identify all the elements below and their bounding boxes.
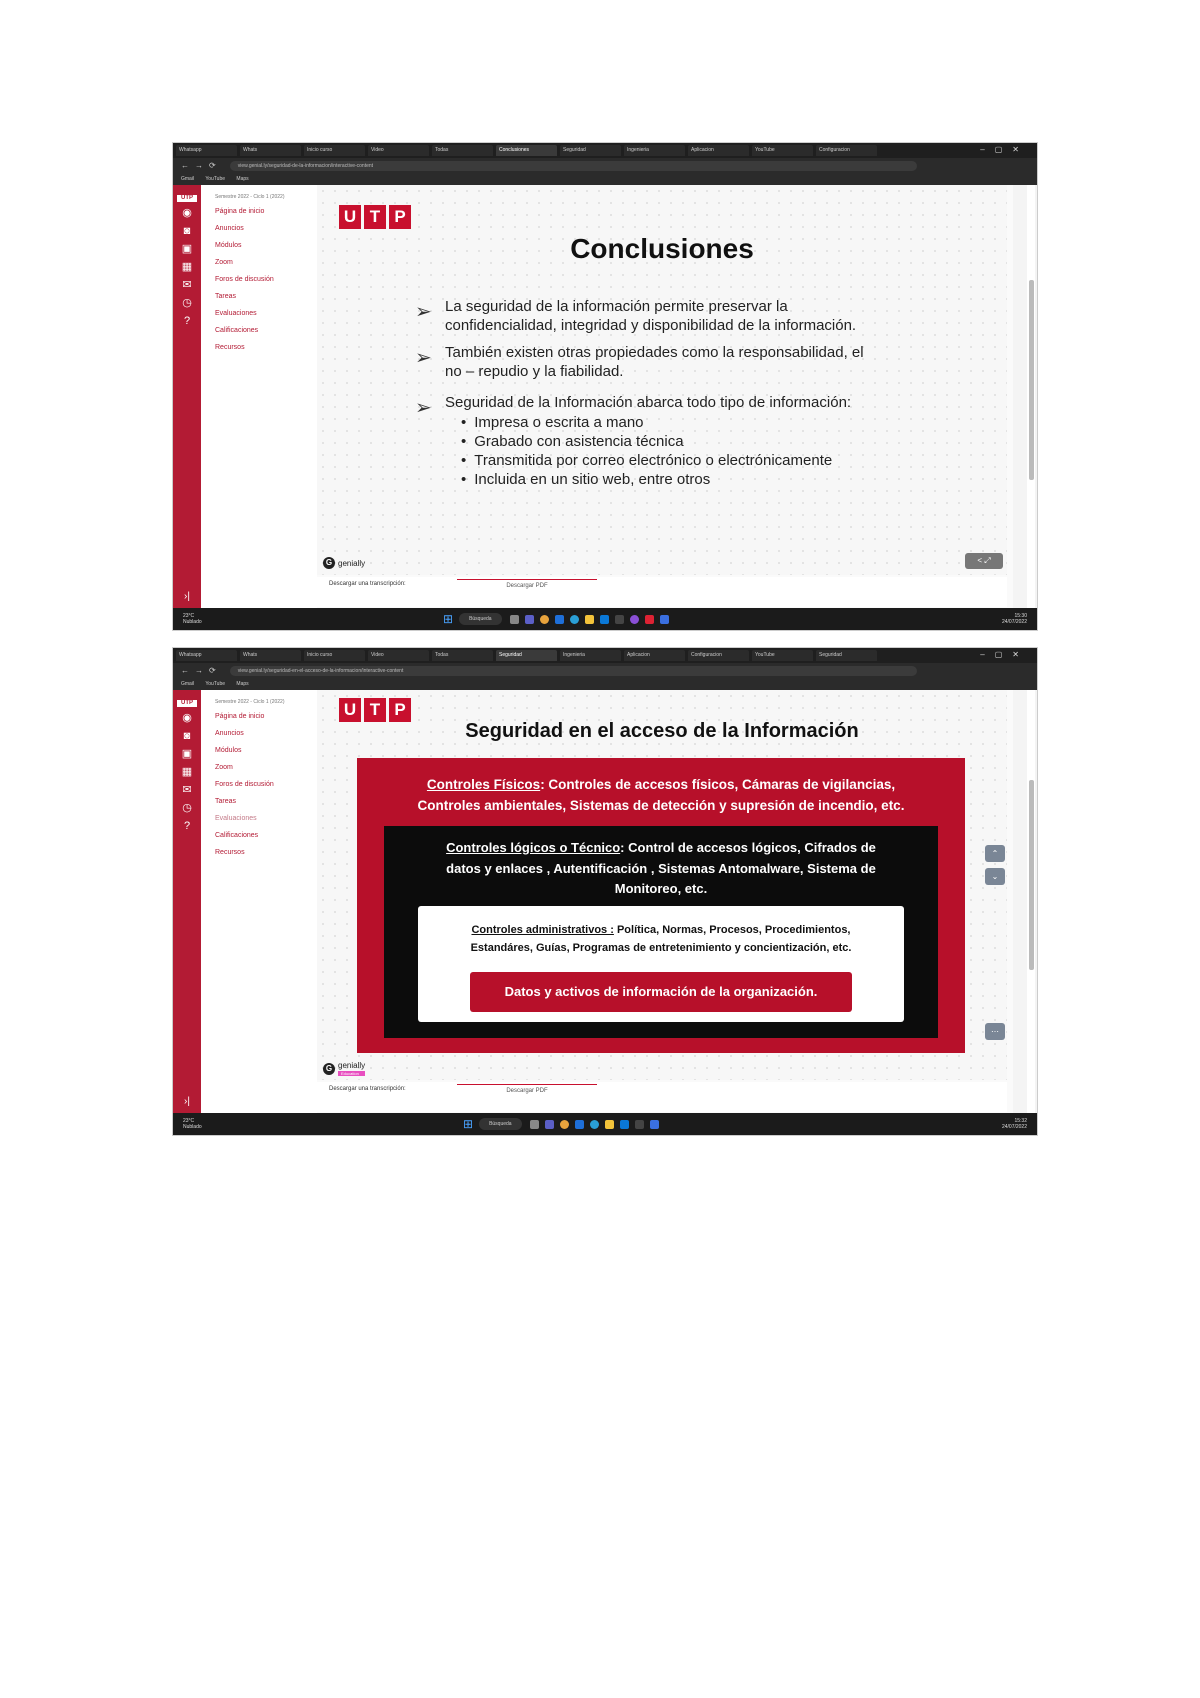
sub-item: • Incluida en un sitio web, entre otros (461, 470, 851, 489)
bullet-line: no – repudio y la fiabilidad. (445, 363, 624, 380)
physical-controls-line: : Controles de accesos físicos, Cámaras de vigilancias, (540, 777, 896, 792)
browser-tab[interactable]: Aplicacion (624, 650, 685, 661)
browser-tab-active[interactable]: Seguridad (496, 650, 557, 661)
conclusion-bullet (415, 393, 851, 489)
term-label: Semestre 2022 - Ciclo 1 (2022) (215, 194, 285, 200)
logo-letter: U (339, 205, 361, 229)
browser-tab-bar (173, 143, 1037, 158)
genially-logo[interactable] (323, 557, 365, 569)
genially-brand: genially (338, 558, 366, 568)
course-menu-item[interactable]: Foros de discusión (215, 781, 274, 788)
utp-logo[interactable]: UTP (177, 195, 197, 202)
task-view-icon[interactable] (530, 1120, 539, 1129)
weather-temp: 23°C (183, 613, 195, 619)
url-field[interactable]: view.genial.ly/seguridad-en-el-acceso-de-la-informacion/interactive-content (230, 666, 917, 676)
content-area (317, 185, 1013, 608)
paper-plane-icon: ➢ (415, 397, 432, 419)
inbox-icon[interactable]: ✉ (182, 784, 192, 796)
history-icon[interactable]: ◷ (182, 802, 192, 814)
app-icon[interactable] (635, 1120, 644, 1129)
edge-icon[interactable] (570, 615, 579, 624)
slide-title: Seguridad en el acceso de la Información (465, 720, 859, 742)
account-icon[interactable]: ◉ (182, 712, 192, 724)
chrome-icon[interactable] (540, 615, 549, 624)
slide-title: Conclusiones (570, 233, 754, 264)
course-menu-item[interactable]: Calificaciones (215, 832, 259, 839)
taskbar-search[interactable]: Búsqueda (479, 1118, 522, 1130)
chrome-icon[interactable] (560, 1120, 569, 1129)
system-tray[interactable] (1002, 613, 1027, 625)
course-menu-item[interactable]: Anuncios (215, 730, 244, 737)
logical-controls-line: Monitoreo, etc. (614, 881, 708, 896)
address-bar (173, 158, 1037, 173)
bullet-line: Seguridad de la Información abarca todo tipo de información: (445, 394, 852, 411)
store-icon[interactable] (600, 615, 609, 624)
courses-icon[interactable]: ▣ (181, 243, 193, 255)
windows-taskbar (173, 608, 1037, 630)
course-menu-item[interactable]: Evaluaciones (215, 310, 257, 317)
scroll-up-button[interactable]: ⌃ (985, 845, 1005, 862)
course-menu-item[interactable]: Tareas (215, 798, 237, 805)
download-select[interactable]: Descargar PDF (457, 1084, 597, 1105)
paper-plane-icon: ➢ (415, 301, 432, 323)
course-menu-item[interactable]: Evaluaciones (215, 815, 257, 822)
logical-controls-label: Controles lógicos o Técnico (446, 840, 621, 855)
genially-slide[interactable] (317, 690, 1007, 1080)
sub-item: • Impresa o escrita a mano (461, 413, 851, 432)
browser-tab[interactable]: Seguridad (560, 145, 621, 156)
course-menu-item[interactable]: Tareas (215, 293, 237, 300)
windows-taskbar (173, 1113, 1037, 1135)
physical-controls-text (357, 774, 965, 816)
logical-controls-line: : Control de accesos lógicos, Cifrados de (620, 840, 876, 855)
task-view-icon[interactable] (510, 615, 519, 624)
browser-tab[interactable]: YouTube (752, 650, 813, 661)
bookmark[interactable]: YouTube (205, 681, 226, 687)
term-label: Semestre 2022 - Ciclo 1 (2022) (215, 699, 285, 705)
browser-tab[interactable]: Todas (432, 145, 493, 156)
administrative-controls-line: Política, Normas, Procesos, Procedimientos, (613, 924, 851, 936)
utp-brand-logo (339, 698, 414, 722)
expand-nav-icon[interactable]: ›| (184, 1096, 190, 1107)
course-menu-item[interactable]: Foros de discusión (215, 276, 274, 283)
browser-tab[interactable]: Ingenieria (560, 650, 621, 661)
genially-logo[interactable] (323, 1061, 365, 1076)
bookmark[interactable]: Maps (236, 681, 249, 687)
logical-controls-text (384, 838, 938, 900)
bookmark[interactable]: Maps (236, 176, 249, 182)
browser-tab-bar (173, 648, 1037, 663)
scrollbar-thumb[interactable] (1029, 280, 1034, 480)
browser-tab-active[interactable]: Conclusiones (496, 145, 557, 156)
weather-temp: 23°C (183, 1118, 195, 1124)
share-fullscreen-button[interactable]: < ⤢ (965, 553, 1003, 569)
bullet-text (445, 343, 864, 381)
nav-arrows-icon[interactable]: ←→⟳ (181, 161, 222, 170)
browser-tab[interactable]: Whatsapp (176, 650, 237, 661)
administrative-controls-layer (418, 906, 904, 1022)
app-icon[interactable] (660, 615, 669, 624)
utp-brand-logo (339, 205, 414, 229)
scrollbar-thumb[interactable] (1029, 780, 1034, 970)
course-menu-item[interactable]: Módulos (215, 242, 242, 249)
bullet-line: También existen otras propiedades como la responsabilidad, el (445, 344, 864, 361)
genially-slide[interactable] (317, 185, 1007, 575)
canvas-global-nav (173, 185, 201, 608)
page-scrollbar[interactable] (1027, 185, 1035, 608)
mail-icon[interactable] (575, 1120, 584, 1129)
weather-text: Nublado (183, 1124, 202, 1130)
course-menu-item[interactable]: Página de inicio (215, 208, 265, 215)
bookmarks-bar (173, 173, 1037, 185)
physical-controls-line: Controles ambientales, Sistemas de detección y supresión de incendio, etc. (417, 798, 905, 813)
course-menu-item[interactable]: Anuncios (215, 225, 244, 232)
browser-tab[interactable]: Seguridad (816, 650, 877, 661)
browser-tab[interactable]: Whatsapp (176, 145, 237, 156)
bookmark[interactable]: YouTube (205, 176, 226, 182)
screenshot-seguridad-acceso (173, 648, 1037, 1135)
course-menu-item[interactable]: Zoom (215, 259, 233, 266)
logo-letter: U (339, 698, 361, 722)
nav-arrows-icon[interactable]: ←→⟳ (181, 666, 222, 675)
course-menu-item[interactable]: Calificaciones (215, 327, 259, 334)
bullet-line: confidencialidad, integridad y disponibilidad de la información. (445, 317, 857, 334)
page-scrollbar[interactable] (1027, 690, 1035, 1113)
slide-menu-button[interactable]: ⋯ (985, 1023, 1005, 1040)
browser-tab[interactable]: Configuracion (816, 145, 877, 156)
windows-start-icon[interactable]: ⊞ (463, 1117, 474, 1131)
browser-tab[interactable]: Todas (432, 650, 493, 661)
course-menu-item[interactable]: Zoom (215, 764, 233, 771)
logo-letter: T (364, 698, 386, 722)
window-controls[interactable]: –▢✕ (980, 650, 1029, 659)
bullet-text (445, 297, 856, 335)
screenshot-conclusiones (173, 143, 1037, 630)
genially-brand-wrap (338, 1061, 365, 1076)
browser-tab[interactable]: Whats (240, 650, 301, 661)
bullet-text (445, 393, 851, 489)
browser-tab[interactable]: Inicio curso (304, 145, 365, 156)
administrative-controls-label: Controles administrativos : (471, 924, 614, 936)
app-icon[interactable] (630, 615, 639, 624)
weather-widget[interactable] (183, 1118, 202, 1130)
app-icon[interactable] (645, 615, 654, 624)
download-label: Descargar una transcripción: (329, 581, 406, 587)
file-explorer-icon[interactable] (605, 1120, 614, 1129)
browser-tab[interactable]: YouTube (752, 145, 813, 156)
scroll-down-button[interactable]: ⌄ (985, 868, 1005, 885)
course-menu (201, 185, 317, 608)
clock-time: 15:30 (1014, 613, 1027, 619)
paper-plane-icon: ➢ (415, 347, 432, 369)
store-icon[interactable] (620, 1120, 629, 1129)
address-bar (173, 663, 1037, 678)
browser-tab[interactable]: Aplicacion (688, 145, 749, 156)
course-menu-item[interactable]: Página de inicio (215, 713, 265, 720)
weather-widget[interactable] (183, 613, 202, 625)
windows-start-icon[interactable]: ⊞ (443, 612, 454, 626)
clock-date: 24/07/2022 (1001, 1124, 1027, 1130)
bookmark[interactable]: Gmail (181, 176, 195, 182)
bullet-line: La seguridad de la información permite preservar la (445, 298, 788, 315)
canvas-global-nav (173, 690, 201, 1113)
app-icon[interactable] (650, 1120, 659, 1129)
sub-list (461, 413, 851, 489)
physical-controls-label: Controles Físicos (426, 777, 541, 792)
sub-item: • Grabado con asistencia técnica (461, 432, 851, 451)
utp-logo[interactable]: UTP (177, 700, 197, 707)
browser-tab[interactable]: Inicio curso (304, 650, 365, 661)
download-select[interactable]: Descargar PDF (457, 579, 597, 600)
logical-controls-layer (384, 826, 938, 1038)
history-icon[interactable]: ◷ (182, 297, 192, 309)
browser-tab[interactable]: Whats (240, 145, 301, 156)
dashboard-icon[interactable]: ◙ (183, 730, 191, 742)
taskbar-search[interactable]: Búsqueda (459, 613, 502, 625)
course-menu (201, 690, 317, 1113)
administrative-controls-text (428, 922, 894, 957)
course-menu-item[interactable]: Recursos (215, 344, 245, 351)
genially-brand: genially (338, 1061, 366, 1070)
clock-time: 15:32 (1014, 1118, 1027, 1124)
education-badge: Education (338, 1071, 365, 1076)
window-controls[interactable]: –▢✕ (980, 145, 1029, 154)
help-icon[interactable]: ? (183, 820, 191, 832)
account-icon[interactable]: ◉ (182, 207, 192, 219)
download-transcript (317, 1082, 1007, 1112)
logo-letter: P (389, 698, 411, 722)
chat-icon[interactable] (525, 615, 534, 624)
help-icon[interactable]: ? (183, 315, 191, 327)
expand-nav-icon[interactable]: ›| (184, 591, 190, 602)
logo-letter: T (364, 205, 386, 229)
calendar-icon[interactable]: ▦ (181, 261, 193, 273)
conclusion-bullet (415, 297, 856, 335)
logo-letter: P (389, 205, 411, 229)
physical-controls-layer (357, 758, 965, 1053)
course-menu-item[interactable]: Módulos (215, 747, 242, 754)
browser-tab[interactable]: Video (368, 145, 429, 156)
taskbar-apps (443, 612, 675, 626)
system-tray[interactable] (1002, 1118, 1027, 1130)
sub-item: • Transmitida por correo electrónico o electrónicamente (461, 451, 851, 470)
genially-g-icon: G (323, 557, 335, 569)
browser-tab[interactable]: Configuracion (688, 650, 749, 661)
chat-icon[interactable] (545, 1120, 554, 1129)
url-field[interactable]: view.genial.ly/seguridad-de-la-informacion/interactive-content (230, 161, 917, 171)
course-menu-item[interactable]: Recursos (215, 849, 245, 856)
bookmarks-bar (173, 678, 1037, 690)
bookmark[interactable]: Gmail (181, 681, 195, 687)
courses-icon[interactable]: ▣ (181, 748, 193, 760)
browser-tab[interactable]: Ingenieria (624, 145, 685, 156)
genially-g-icon: G (323, 1063, 335, 1075)
content-area (317, 690, 1013, 1113)
dashboard-icon[interactable]: ◙ (183, 225, 191, 237)
weather-text: Nublado (183, 619, 202, 625)
download-transcript (317, 577, 1007, 607)
logical-controls-line: datos y enlaces , Autentificación , Sistemas Antomalware, Sistema de (446, 860, 876, 876)
information-assets-core: Datos y activos de información de la organización. (470, 972, 852, 1012)
inbox-icon[interactable]: ✉ (182, 279, 192, 291)
clock-date: 24/07/2022 (1001, 619, 1027, 625)
file-explorer-icon[interactable] (585, 615, 594, 624)
conclusion-bullet (415, 343, 864, 381)
download-label: Descargar una transcripción: (329, 1086, 406, 1092)
browser-tab[interactable]: Video (368, 650, 429, 661)
app-icon[interactable] (615, 615, 624, 624)
administrative-controls-line: Estandáres, Guías, Programas de entretenimiento y concientización, etc. (470, 941, 852, 954)
edge-icon[interactable] (590, 1120, 599, 1129)
calendar-icon[interactable]: ▦ (181, 766, 193, 778)
taskbar-apps (463, 1117, 665, 1131)
mail-icon[interactable] (555, 615, 564, 624)
